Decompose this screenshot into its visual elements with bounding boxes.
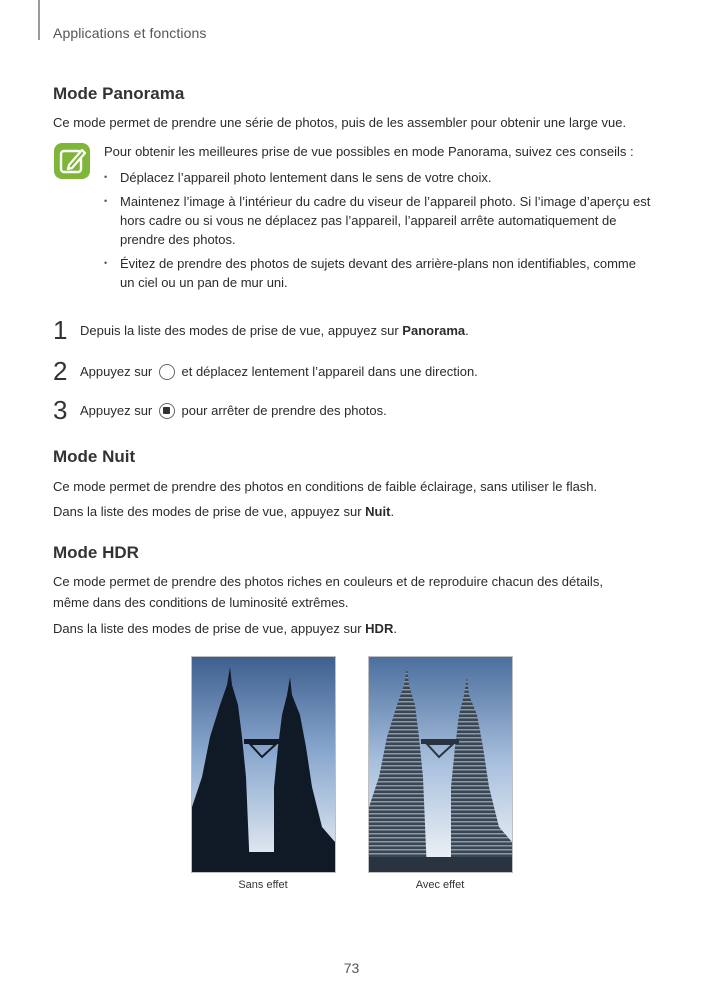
panorama-intro: Ce mode permet de prendre une série de photos, puis de les assembler pour obtenir une large vue.	[53, 115, 627, 130]
caption-with-effect: Avec effet	[415, 879, 465, 891]
hdr-instruction: Dans la liste des modes de prise de vue, appuyez sur HDR.	[53, 621, 397, 636]
stop-icon	[159, 403, 175, 419]
section-header: Applications et fonctions	[53, 25, 207, 41]
step-3	[53, 395, 673, 425]
tip-item: • Déplacez l’appareil photo lentement dans le sens de votre choix.	[104, 168, 654, 187]
step-1	[53, 315, 673, 345]
panorama-title: Mode Panorama	[53, 84, 185, 103]
step-number: 2	[53, 356, 68, 386]
pencil-note-icon	[54, 143, 90, 179]
hdr-intro-line1: Ce mode permet de prendre des photos riches en couleurs et de reproduire chacun des détails,	[53, 574, 603, 589]
photo-with-effect	[368, 656, 513, 873]
night-title: Mode Nuit	[53, 447, 136, 466]
step-number: 1	[53, 315, 68, 345]
photo-without-effect	[191, 656, 336, 873]
caption-without-effect: Sans effet	[238, 879, 288, 891]
step-text: Appuyez sur et déplacez lentement l’appareil dans une direction.	[80, 364, 478, 379]
margin-rule	[38, 0, 40, 40]
page-number: 73	[343, 960, 360, 976]
shutter-icon	[159, 364, 175, 380]
tip-item: • Évitez de prendre des photos de sujets devant des arrière-plans non identifiables, comme un ciel ou un pan de mur uni.	[104, 254, 654, 292]
tip-item: • Maintenez l’image à l’intérieur du cadre du viseur de l’appareil photo. Si l’image d’aperçu est hors cadre ou si vous ne déplacez pas l’appareil, l’appareil arrête automatiquement de prendre des photos.	[104, 192, 654, 249]
step-text: Depuis la liste des modes de prise de vue, appuyez sur Panorama.	[80, 323, 469, 338]
tips-list	[104, 168, 654, 297]
hdr-intro-line2: même dans des conditions de luminosité extrêmes.	[53, 595, 349, 610]
step-number: 3	[53, 395, 68, 425]
step-text: Appuyez sur pour arrêter de prendre des photos.	[80, 403, 387, 418]
hdr-title: Mode HDR	[53, 543, 139, 562]
night-instruction: Dans la liste des modes de prise de vue, appuyez sur Nuit.	[53, 504, 395, 519]
step-2	[53, 356, 673, 386]
note-intro: Pour obtenir les meilleures prise de vue possibles en mode Panorama, suivez ces conseils :	[104, 144, 634, 159]
night-intro: Ce mode permet de prendre des photos en conditions de faible éclairage, sans utiliser le flash.	[53, 479, 598, 494]
